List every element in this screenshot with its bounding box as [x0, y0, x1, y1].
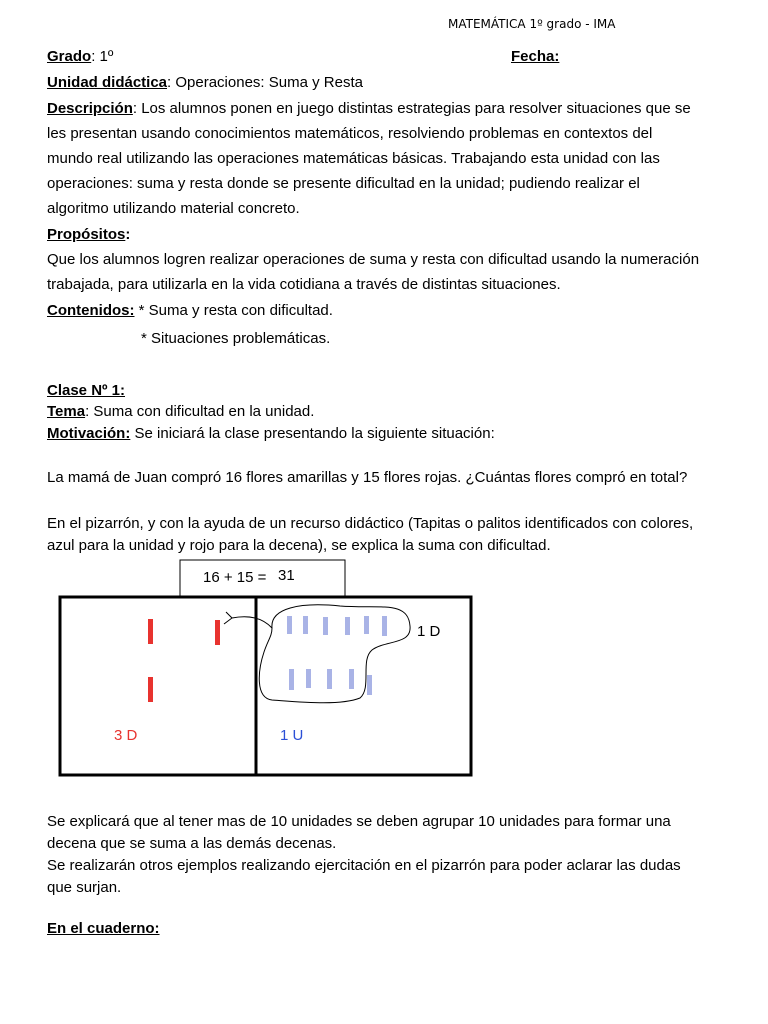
page-header: MATEMÁTICA 1º grado - IMA [448, 17, 616, 31]
unit-stick [323, 617, 328, 635]
tens-stick [148, 677, 153, 702]
tema-label: Tema [47, 403, 86, 420]
unit-stick [345, 617, 350, 635]
motivacion-label: Motivación: [47, 425, 131, 442]
pizarron-line: azul para la unidad y rojo para la decena), se explica la suma con dificultad. [47, 537, 551, 554]
grouping-loop [259, 605, 410, 703]
explicacion-line: Se explicará que al tener mas de 10 unidades se deben agrupar 10 unidades para formar una [47, 813, 671, 830]
descripcion-first-line: : Los alumnos ponen en juego distintas estrategias para resolver situaciones que se [132, 100, 691, 117]
regroup-arrow [224, 612, 272, 628]
equation-result: 31 [278, 567, 295, 584]
descripcion-line: les presentan usando conocimientos matemáticos, resolviendo problemas en contextos del [47, 125, 653, 142]
descripcion-line: operaciones: suma y resta donde se presente dificultad en la unidad; pudiendo realizar el [47, 175, 640, 192]
pizarron-line: En el pizarrón, y con la ayuda de un recurso didáctico (Tapitas o palitos identificados con colores, [47, 515, 694, 532]
motivacion-value: Se iniciará la clase presentando la siguiente situación: [130, 425, 495, 442]
tens-stick [215, 620, 220, 645]
explicacion-line: decena que se suma a las demás decenas. [47, 835, 337, 852]
grado-value: : 1º [91, 48, 114, 65]
equation-text: 16 + 15 = [203, 569, 267, 586]
tens-stick [148, 619, 153, 644]
descripcion-label: Descripción [47, 100, 133, 117]
unit-stick [287, 616, 292, 634]
unit-stick [349, 669, 354, 689]
fecha-label: Fecha: [511, 48, 560, 65]
contenidos-label: Contenidos: [47, 302, 135, 319]
descripcion-line: mundo real utilizando las operaciones matemáticas básicas. Trabajando esta unidad con las [47, 150, 660, 167]
unidad-label: Unidad didáctica [47, 74, 168, 91]
unit-stick [306, 669, 311, 688]
unidad-value: : Operaciones: Suma y Resta [167, 74, 363, 91]
unit-stick [303, 616, 308, 634]
propositos-label: Propósitos [47, 226, 126, 243]
descripcion-line: algoritmo utilizando material concreto. [47, 200, 300, 217]
unit-sticks [287, 616, 387, 695]
clase-label: Clase Nº 1: [47, 382, 126, 399]
problem-statement: La mamá de Juan compró 16 flores amarillas y 15 flores rojas. ¿Cuántas flores compró en total? [47, 469, 688, 486]
group-label: 1 D [417, 623, 441, 640]
propositos-colon: : [125, 226, 131, 243]
unit-stick [289, 669, 294, 690]
tens-label: 3 D [114, 727, 138, 744]
contenidos-item: * Situaciones problemáticas. [141, 330, 331, 347]
explicacion-line: que surjan. [47, 879, 122, 896]
tema-value: : Suma con dificultad en la unidad. [85, 403, 315, 420]
cuaderno-label: En el cuaderno: [47, 920, 160, 937]
propositos-line: trabajada, para utilizarla en la vida cotidiana a través de distintas situaciones. [47, 276, 561, 293]
unit-stick [367, 675, 372, 695]
grado-label: Grado [47, 48, 92, 65]
contenidos-item: * Suma y resta con dificultad. [138, 302, 333, 319]
explicacion-paragraph [47, 811, 737, 899]
explicacion-line: Se realizarán otros ejemplos realizando ejercitación en el pizarrón para poder aclarar las dudas [47, 857, 681, 874]
unit-stick [327, 669, 332, 689]
units-label: 1 U [280, 727, 304, 744]
propositos-line: Que los alumnos logren realizar operaciones de suma y resta con dificultad usando la numeración [47, 251, 700, 268]
cuaderno-heading [47, 920, 160, 937]
unit-stick [382, 616, 387, 636]
unit-stick [364, 616, 369, 634]
